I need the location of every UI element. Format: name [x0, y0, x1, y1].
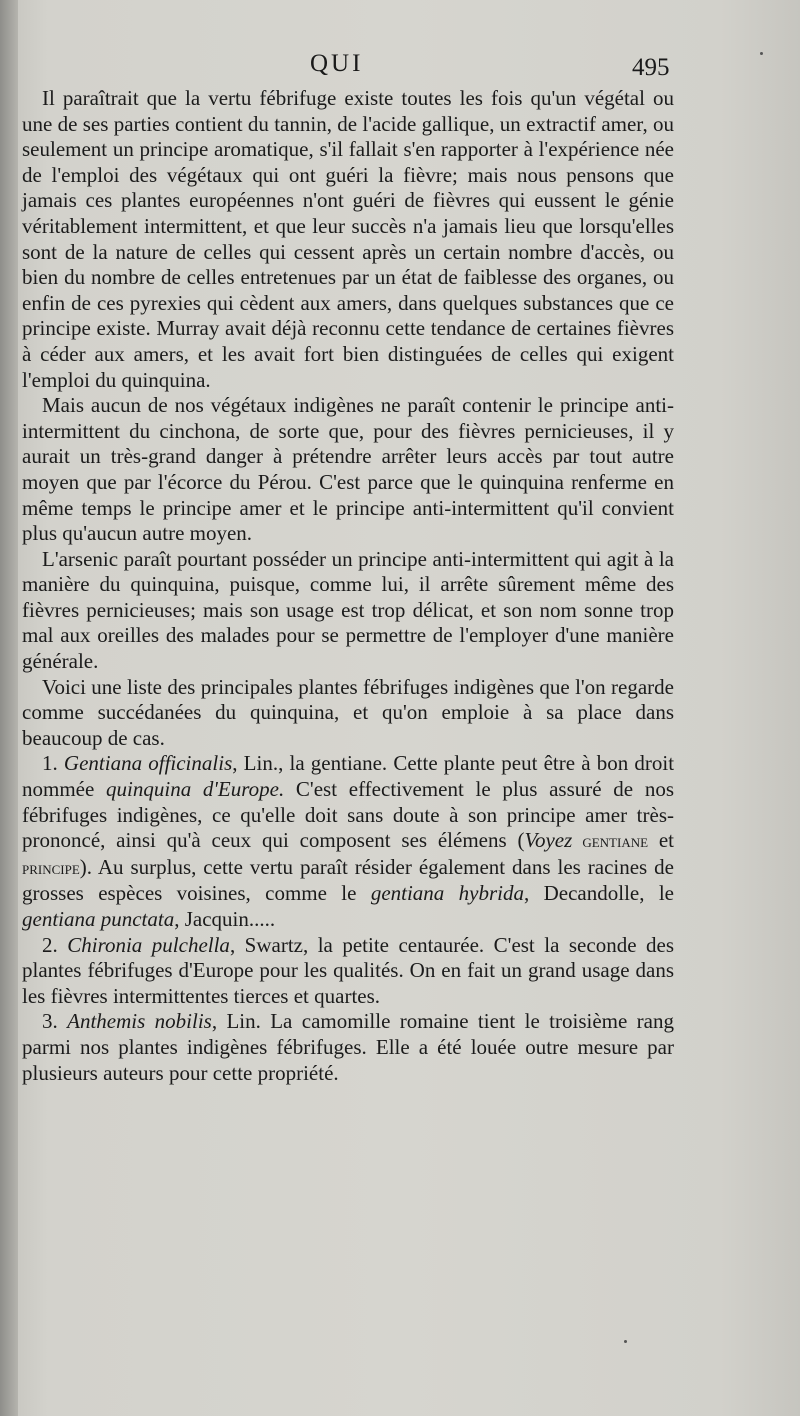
- entry-text: , Decandolle, le: [524, 881, 674, 906]
- entry-text: , Lin., la gentiane. Cette plante peut être à bon droit nommée: [22, 751, 675, 802]
- body-text: [22, 86, 674, 1086]
- paragraph-fever-theory: Il paraîtrait que la vertu fébrifuge existe toutes les fois qu'un végétal ou une de ses parties contient du tannin, de l'acide gallique, un extractif amer, ou seulement un principe aromatique, s'il fallait s'en rapporter à l'expérience née de l'emploi des végétaux qui ont guéri la fièvre; mais nous pensons que jamais ces plantes européennes n'ont guéri de fièvres qui eussent le génie véritablement intermittent, et que leur succès n'a jamais lieu que lorsqu'elles sont de la nature de celles qui cessent après un certain nombre d'accès, ou bien du nombre de celles entretenues par un état de faiblesse des organes, ou enfin de ces pyrexies qui cèdent aux amers, dans quelques substances que ce principe existe. Murray avait déjà reconnu cette tendance de certaines fièvres à céder aux amers, et les avait fort bien distinguées de celles qui exigent l'emploi du quinquina.: [22, 86, 674, 392]
- entry-text: C'est effectivement le plus assuré de nos fébrifuges indigènes, ce qu'elle doit sans doute à son principe amer très-prononcé, ainsi qu'à ceux qui composent ses élémens (: [22, 777, 674, 853]
- page-gutter: [0, 0, 18, 1416]
- entry-number: 1.: [42, 751, 58, 776]
- entry-italic-text: gentiana punctata: [22, 907, 175, 931]
- entry-text: et: [648, 828, 674, 853]
- page-number: 495: [632, 54, 670, 81]
- entry-species-name: Gentiana officinalis: [63, 751, 233, 776]
- cross-reference: gentiane: [572, 831, 649, 852]
- entry-italic-text: quinquina d'Europe.: [106, 777, 285, 802]
- paragraph-cinchona: Mais aucun de nos végétaux indigènes ne paraît contenir le principe anti-intermittent du cinchona, de sorte que, pour des fièvres pernicieuses, il y aurait un très-grand danger à prétendre arrêter leurs accès par tout autre moyen que par l'écorce du Pérou. C'est parce que le quinquina renferme en même temps le principe amer et le principe anti-intermittent qu'il convient plus qu'aucun autre moyen.: [22, 393, 674, 546]
- paragraph-arsenic: L'arsenic paraît pourtant posséder un principe anti-intermittent qui agit à la manière du quinquina, puisque, comme lui, il arrête sûrement même des fièvres pernicieuses; mais son usage est trop délicat, et son nom sonne trop mal aux oreilles des malades pour se permettre de l'employer d'une manière générale.: [22, 546, 674, 674]
- paper-speck: [760, 52, 763, 55]
- paragraph-list-intro: Voici une liste des principales plantes fébrifuges indigènes que l'on regarde comme succédanées du quinquina, et qu'on emploie à sa place dans beaucoup de cas.: [22, 674, 674, 750]
- entry-text: , Lin. La camomille romaine tient le troisième rang parmi nos plantes indigènes fébrifuges. Elle a été louée outre mesure par plusieurs auteurs pour cette propriété.: [22, 1009, 674, 1085]
- entry-text: , Swartz, la petite centaurée. C'est la seconde des plantes fébrifuges d'Europe pour les qualités. On en fait un grand usage dans les fièvres intermittentes tierces et quartes.: [22, 932, 674, 1008]
- entry-species-name: Anthemis nobilis: [67, 1009, 212, 1034]
- entry-anthemis: [22, 1009, 674, 1086]
- entry-text: ). Au surplus, cette vertu paraît résider également dans les racines de grosses espèces voisines, comme le: [22, 854, 674, 906]
- entry-gentiana: [22, 751, 674, 932]
- cross-reference: principe: [22, 857, 80, 878]
- entry-number: 2.: [42, 932, 58, 957]
- entry-italic-text: gentiana hybrida: [370, 881, 524, 906]
- entry-species-name: Chironia pulchella: [67, 932, 230, 957]
- entry-number: 3.: [42, 1009, 58, 1034]
- paper-speck: [624, 1340, 627, 1343]
- running-head: QUI: [310, 50, 364, 77]
- entry-chironia: [22, 933, 674, 1010]
- entry-text: , Jacquin.....: [174, 907, 276, 931]
- page-header: [0, 50, 800, 84]
- entry-italic-text: Voyez: [524, 828, 573, 853]
